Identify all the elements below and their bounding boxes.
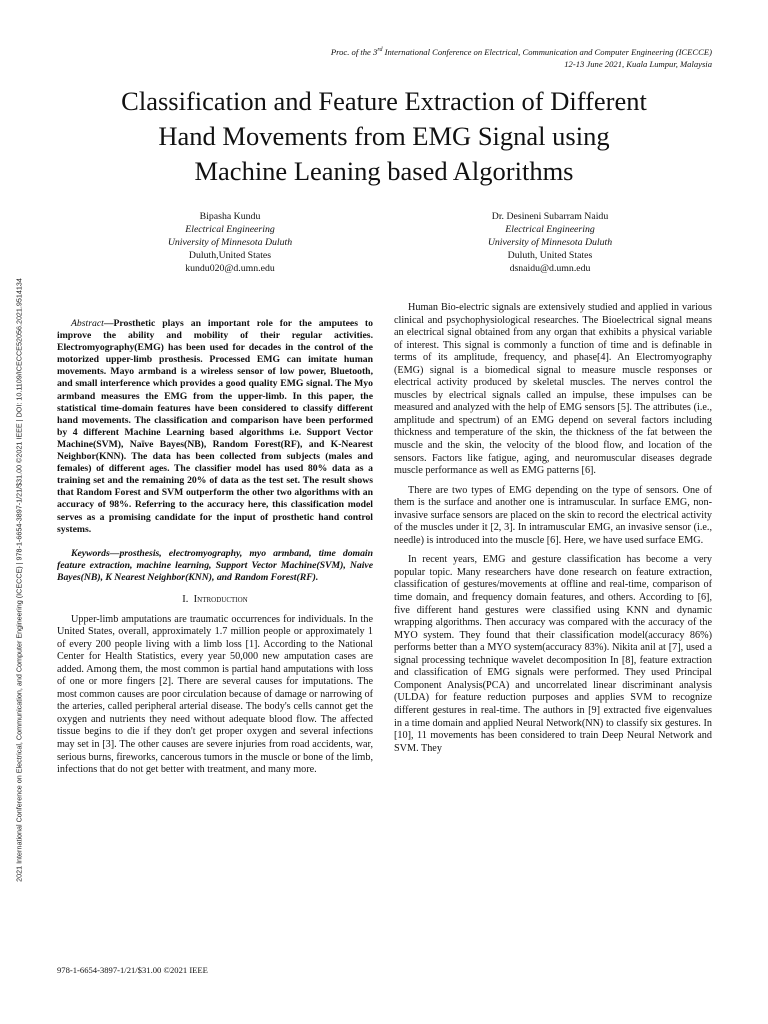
header-prefix: Proc. of the 3 (330, 46, 378, 57)
abstract (57, 318, 373, 536)
conference-header (331, 44, 712, 70)
section-title: Introduction (193, 593, 248, 605)
header-ordinal: rd (377, 47, 383, 53)
author-department: Electrical Engineering (505, 224, 595, 235)
author-university: University of Minnesota Duluth (167, 237, 293, 248)
author-block-2 (420, 210, 680, 275)
copyright-footer: 978-1-6654-3897-1/21/$31.00 ©2021 IEEE (57, 965, 208, 975)
title-line-1: Classification and Feature Extraction of Different (121, 86, 647, 116)
author-department: Electrical Engineering (185, 224, 275, 235)
keywords: Keywords—prosthesis, electromyography, myo armband, time domain feature extraction, machine learning, Support Vector Machine(SVM), Naive Bayes(NB), K Nearest Neighbor(KNN), and Random Forest(RF). (57, 547, 373, 583)
doi-side-text: 2021 International Conference on Electrical, Communication, and Computer Engineering (ICECCE) | 978-1-6654-3897-1/21/$31.00 ©2021 IEEE | DOI: 10.1109/ICECCE52056.2021.9514134 (14, 278, 24, 882)
right-column (394, 302, 712, 762)
conference-date-line: 12-13 June 2021, Kuala Lumpur, Malaysia (564, 58, 712, 69)
conference-name-line (331, 44, 712, 58)
author-university: University of Minnesota Duluth (487, 237, 613, 248)
paragraph: There are two types of EMG depending on the type of sensors. One of them is the surface and another one is intramuscular. In surface EMG, non-invasive surface sensors are placed on the skin to record the electrical activity of the muscles under it [2, 3]. In intramuscular EMG, an invasive sensor (i.e., needle) is introduced into the muscle [6]. Here, we have used surface EMG. (394, 484, 712, 546)
paper-title (56, 84, 712, 189)
paragraph: Upper-limb amputations are traumatic occurrences for individuals. In the United States, overall, approximately 1.7 million people or approximately 1 of every 200 people living with a limb loss [1]. According to the National Center for Health Statistics, every year 50,000 new amputation cases are added. Among them, the most common is partial hand amputations with loss of one or more fingers [2]. There are several causes for imputations. The most common causes are poor circulation because of damage or narrowing of the arteries, called peripheral arterial disease. The body's cells cannot get the oxygen and nutrients they need without adequate blood flow. The affected tissue begins to die if they don't get proper oxygen and several infections may set in [3]. The other causes are severe injuries from road accidents, war, serious burns, fireworks, cancerous tumors in the muscle or bone of the limb, infections that do not get better with treatment, and many more. (57, 613, 373, 776)
header-conference: International Conference on Electrical, Communication and Computer Engineering (ICECCE) (382, 46, 712, 57)
author-name: Dr. Desineni Subarram Naidu (491, 211, 609, 222)
author-name: Bipasha Kundu (199, 211, 261, 222)
author-email: kundu020@d.umn.edu (185, 263, 275, 274)
author-email: dsnaidu@d.umn.edu (509, 263, 591, 274)
abstract-text: —Prosthetic plays an important role for the amputees to improve the ability and mobility of their regular activities. Electromyography(EMG) has been used for decades in the control of the motorized upper-limb prosthesis. Processed EMG can imitate human movements. Mayo armband is a wireless sensor of low power, Bluetooth, and small interference which provides a good quality EMG signal. The Myo armband measures the EMG from the upper-limb. In this paper, the statistical time-domain features have been considered to classify different hand movements. The classification and comparison have been performed by 4 different Machine Learning based algorithms i.e. Support Vector Machine(SVM), Naïve Bayes(NB), Random Forest(RF), and K-Nearest Neighbor(KNN). The data has been collected from subjects (males and females) of different ages. The classifier model has used 80% data as a training set and the remaining 20% of data as the test set. The result shows that Random Forest and SVM outperform the other two algorithms with an accuracy of 98%. Referring to the accuracy here, this classification model serves as a promising candidate for the input of prosthetic hand control systems. (57, 318, 373, 535)
author-location: Duluth, United States (507, 250, 593, 261)
section-heading-introduction (57, 594, 373, 607)
section-number: I. (182, 593, 189, 605)
author-location: Duluth,United States (188, 250, 272, 261)
title-line-3: Machine Leaning based Algorithms (194, 156, 574, 186)
title-line-2: Hand Movements from EMG Signal using (158, 121, 610, 151)
paragraph: In recent years, EMG and gesture classification has become a very popular topic. Many researchers have done research on feature extraction, classification of gestures/movements at offline and real-time, comparison of time domain, and frequency domain features, and others. According to [6], five different hand gestures were classified using KNN and dynamic wrapping algorithms. Then accuracy was compared with the accuracy of the MYO system. They found that their classification model(accuracy 86%) performs better than a MYO system(accuracy 83%). Nikita anil at [7], used a signal processing technique wavelet decomposition In [8], feature extraction and classification of EMG signals were performed. They used Principal Component Analysis(PCA) and uncorrelated linear discriminant analysis (ULDA) for feature reduction purposes and applies SVM to recognize different gestures in real-time. The authors in [9] extracted five eigenvalues in a time domain and applied Neural Network(NN) to classify six gestures. In [10], 11 movements has been considered to train Deep Neural Network and SVM. They (394, 554, 712, 754)
paragraph: Human Bio-electric signals are extensively studied and applied in various clinical and psychophysiological researches. The Bioelectrical signal means an electrical signal obtained from any organ that exhibits a physical variable of interest. This signal is commonly a function of time and is definable in terms of its amplitude, frequency, and phase[4]. An Electromyography (EMG) signal is a biomedical signal to measure muscle responses or electrical activity produced by skeletal muscles. The nerves control the muscles by electrical signals called an impulse, these impulses can be measured and analyzed with the help of EMG sensors [5]. The attributes (i.e., amplitude and spectrum) of an EMG depend on several factors including thickness and temperature of the skin, the thickness of the fat between the muscle and the skin, the velocity of the blood flow, and location of the sensors. Factors like fatigue, aging, and neuromuscular diseases degrade muscle performance as well as EMG patterns [6]. (394, 302, 712, 477)
abstract-label: Abstract (71, 318, 104, 329)
doi-side-strip (12, 160, 26, 1000)
author-block-1 (100, 210, 360, 275)
left-column (57, 318, 373, 784)
